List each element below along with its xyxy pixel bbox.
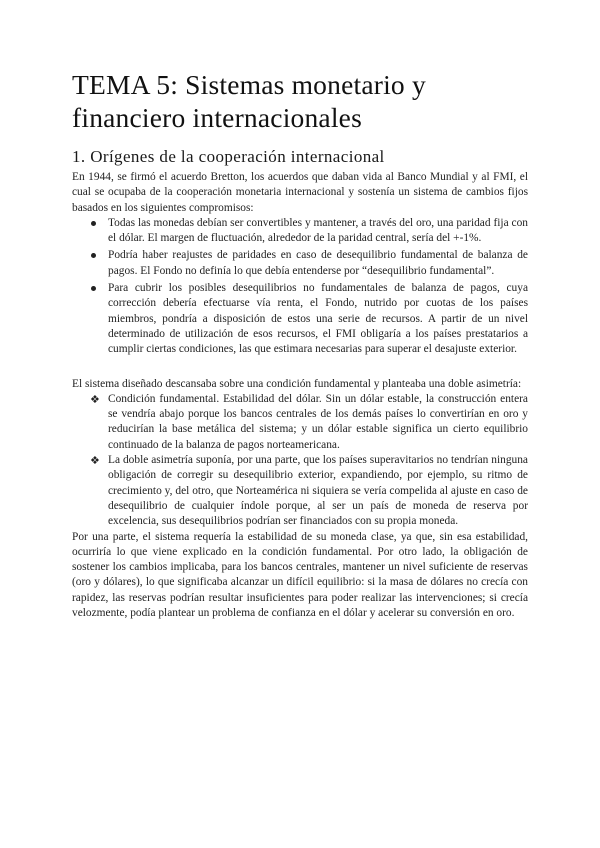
list-item [72, 248, 528, 279]
list-item [72, 281, 528, 357]
bullet-icon [91, 286, 96, 291]
section-heading: 1. Orígenes de la cooperación internacional [72, 147, 385, 166]
diamond-bullet-icon: ❖ [90, 454, 100, 468]
list-item [72, 216, 528, 247]
bullet-icon [91, 221, 96, 226]
bullet-icon [91, 253, 96, 258]
system-paragraph: El sistema diseñado descansaba sobre una condición fundamental y planteaba una doble asimetría: [72, 377, 522, 390]
list-item [72, 453, 528, 529]
list-item-text: Podría haber reajustes de paridades en caso de desequilibrio fundamental de balanza de pagos. El Fondo no definía lo que debía entenderse por “desequilibrio fundamental”. [108, 249, 528, 277]
list-item-text: Condición fundamental. Estabilidad del dólar. Sin un dólar estable, la construcción entera se vendría abajo porque los bancos centrales de los demás países lo convertirían en oro y reducirían la base metálica del sistema; y un dólar estable significa un cierto equilibrio continuado de la balanza de pagos norteamericana. [108, 392, 528, 451]
list-item-text: Para cubrir los posibles desequilibrios no fundamentales de balanza de pagos, cuya corrección debería efectuarse vía renta, el Fondo, nutrido por cuotas de los países miembros, pondría a disposición de estos una serie de recursos. A partir de un nivel determinado de utilización de esos recursos, el FMI obligaría a los países prestatarios a cumplir ciertas condiciones, las que estimara necesarias para superar el desajuste exterior. [108, 282, 528, 356]
intro-paragraph: En 1944, se firmó el acuerdo Bretton, los acuerdos que daban vida al Banco Mundial y al FMI, el cual se ocupaba de la cooperación monetaria internacional y sostenía un sistema de cambios fijos basados en los siguientes compromisos: [72, 171, 528, 214]
spacer [72, 360, 528, 377]
closing-paragraph: Por una parte, el sistema requería la estabilidad de su moneda clase, ya que, sin esa estabilidad, ocurriría lo que viene explicado en la condición fundamental. Por otro lado, la obligación de sostener los cambios implicaba, para los bancos centrales, mantener un nivel suficiente de reservas (oro y dólares), lo que significaba alcanzar un difícil equilibrio: si la masa de dólares no crecía con rapidez, las reservas podrían resultar insuficientes para poder realizar las intervenciones; si crecía velozmente, podía plantear un problema de confianza en el dólar y acelerar su conversión en oro. [72, 530, 528, 620]
list-item-text: Todas las monedas debían ser convertibles y mantener, a través del oro, una paridad fija con el dólar. El margen de fluctuación, alrededor de la paridad central, sería del +-1%. [108, 216, 528, 245]
asymmetry-list [72, 392, 528, 530]
document-title: TEMA 5: Sistemas monetario y financiero internacionales [72, 69, 426, 133]
diamond-bullet-icon: ❖ [90, 392, 100, 406]
list-item [72, 392, 528, 453]
commitments-list [72, 216, 528, 358]
list-item-text: La doble asimetría suponía, por una parte, que los países superavitarios no tendrían ninguna obligación de corregir su desequilibrio exterior, expandiendo, por ejemplo, su ritmo de crecimiento y, del otro, que Norteamérica ni siquiera se vería compelida al ajuste en caso de desequilibrio de cualquier índole porque, al ser un país de moneda de reserva por excelencia, sus desequilibrios podrían ser financiados con su propia moneda. [108, 454, 528, 528]
